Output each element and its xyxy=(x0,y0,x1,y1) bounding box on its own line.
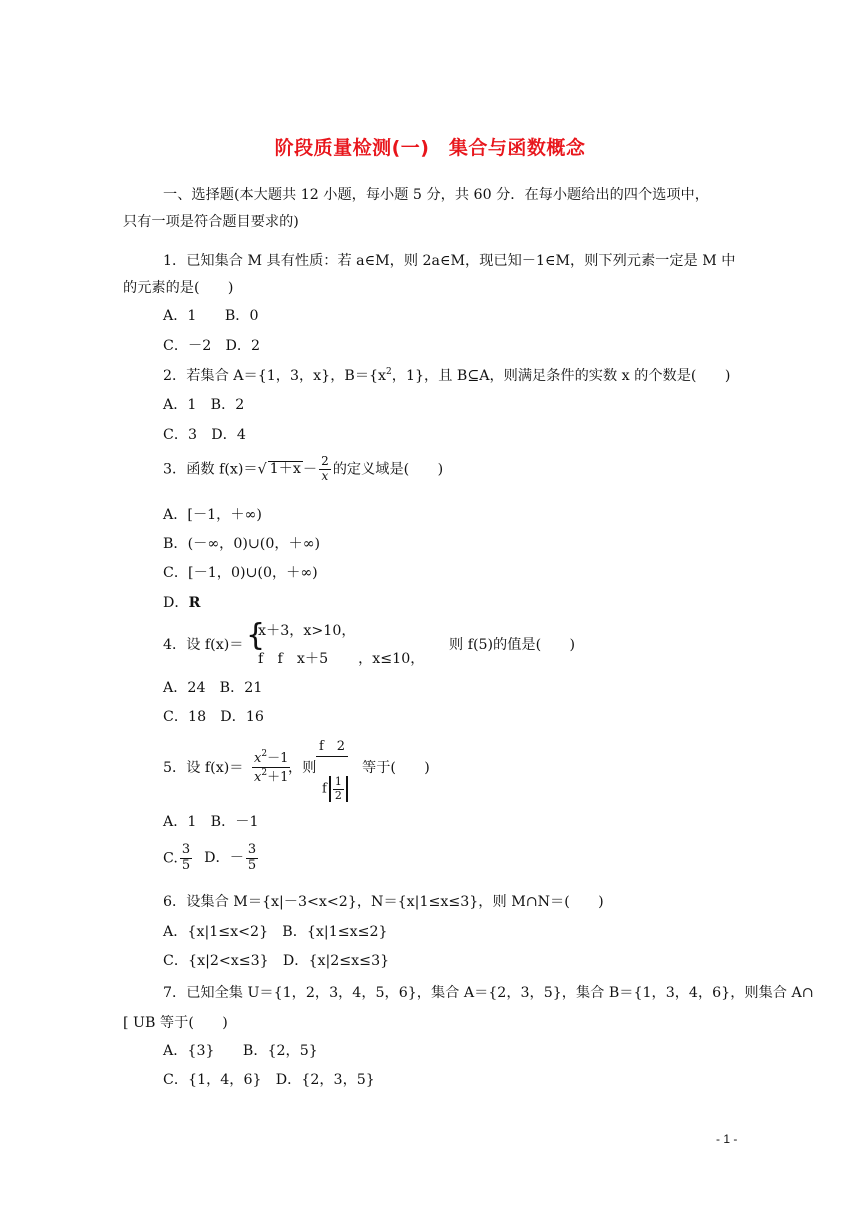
q4-case1: x＋3，x>10， xyxy=(258,623,356,639)
page-number: - 1 - xyxy=(716,1132,738,1146)
q5-options-cd xyxy=(163,843,260,874)
q5-bottom-num: 1 xyxy=(334,775,342,788)
q4-stem-post: 则 f(5)的值是( ) xyxy=(449,637,576,653)
q3-option-b: B．(－∞，0)∪(0，＋∞) xyxy=(163,536,321,552)
q1-stem-line1: 1．已知集合 M 具有性质：若 a∈M，则 2a∈M，现已知－1∈M，则下列元素一定是 M 中 xyxy=(163,253,736,269)
q5-option-c-den: 5 xyxy=(181,857,191,873)
q5-fx-den xyxy=(252,768,290,786)
q3-option-c: C．[－1，0)∪(0，＋∞) xyxy=(163,565,318,581)
q3-option-d-value: R xyxy=(188,595,201,611)
q6-stem: 6．设集合 M＝{x|－3<x<2}，N＝{x|1≤x≤3}，则 M∩N＝( ) xyxy=(163,894,604,910)
q3-option-d xyxy=(163,596,200,610)
q5-den-rest: ＋1 xyxy=(267,769,289,785)
q4-case2 xyxy=(258,652,424,666)
q5-num-x: x xyxy=(254,751,262,766)
q5-stem-mid: ，则 xyxy=(288,760,317,776)
q5-den-x: x xyxy=(254,769,262,785)
q7-stem-line2: [ UB 等于( ) xyxy=(123,1015,228,1031)
q5-den-sup: 2 xyxy=(261,767,268,778)
q2-stem-part-b: ，1}，且 B⊆A，则满足条件的实数 x 的个数是( ) xyxy=(391,368,731,384)
q2-stem-part-a: 2．若集合 A＝{1，3，x}，B＝{x xyxy=(163,368,387,384)
q7-options-cd: C．{1，4，6} D．{2，3，5} xyxy=(163,1072,375,1088)
q3-fraction xyxy=(319,455,331,484)
q3-radicand: 1＋x xyxy=(269,461,301,478)
q5-bottom-f: f xyxy=(322,781,327,797)
q1-options-ab: A．1 B．0 xyxy=(163,308,259,324)
q5-options-ab: A．1 B．－1 xyxy=(163,814,259,830)
q5-option-d-label: D．－ xyxy=(204,850,244,867)
q4-options-cd: C．18 D．16 xyxy=(163,709,264,725)
left-brace-icon: { xyxy=(246,618,266,653)
q7-stem-line1: 7．已知全集 U＝{1，2，3，4，5，6}，集合 A＝{2，3，5}，集合 B＝{1，3，4，6}，则集合 A∩ xyxy=(163,985,814,1001)
q3-option-d-label: D． xyxy=(163,595,189,611)
q5-fx-num xyxy=(252,749,290,768)
q6-options-ab: A．{x|1≤x<2} B．{x|1≤x≤2} xyxy=(163,924,388,940)
q5-option-d-fraction xyxy=(246,843,258,874)
q2-options-cd: C．3 D．4 xyxy=(163,427,246,443)
q5-fraction xyxy=(250,749,292,786)
q3-minus: － xyxy=(302,461,318,478)
q3-option-a: A．[－1，＋∞) xyxy=(163,507,262,523)
q5-stem-pre: 5．设 f(x)＝ xyxy=(163,760,244,776)
q6-options-cd: C．{x|2<x≤3} D．{x|2≤x≤3} xyxy=(163,953,390,969)
q3-fraction-den: x xyxy=(321,468,329,483)
q5-big-fraction-top: f 2 xyxy=(316,740,348,757)
q1-options-cd: C．－2 D．2 xyxy=(163,338,261,354)
q5-stem-post: 等于( ) xyxy=(362,760,430,776)
q5-bottom-fraction xyxy=(329,776,348,802)
q4-stem-pre: 4．设 f(x)＝ xyxy=(163,637,244,653)
q7-options-ab: A．{3} B．{2，5} xyxy=(163,1043,318,1059)
q1-stem-line2: 的元素的是( ) xyxy=(123,280,234,296)
q5-bottom-den: 2 xyxy=(334,788,342,802)
q5-option-d-den: 5 xyxy=(247,857,257,873)
q5-option-c-num: 3 xyxy=(181,842,191,857)
q4-case2-cond: ，x≤10， xyxy=(358,651,425,667)
q3-stem xyxy=(163,455,443,484)
q5-option-d-num: 3 xyxy=(247,842,257,857)
q5-num-rest: －1 xyxy=(267,751,289,766)
q3-stem-post: 的定义域是( ) xyxy=(332,461,444,478)
page-title: 阶段质量检测(一) 集合与函数概念 xyxy=(274,137,586,159)
q2-options-ab: A．1 B．2 xyxy=(163,397,245,413)
q3-stem-pre: 3．函数 f(x)＝ xyxy=(163,461,258,478)
q3-fraction-num: 2 xyxy=(321,454,329,468)
q4-options-ab: A．24 B．21 xyxy=(163,680,263,696)
sqrt-symbol: √ xyxy=(257,461,267,478)
section-instruction-line1: 一、选择题(本大题共 12 小题，每小题 5 分，共 60 分．在每小题给出的四个选项中， xyxy=(163,187,709,203)
section-instruction-line2: 只有一项是符合题目要求的) xyxy=(123,214,299,230)
q5-option-c-label: C. xyxy=(163,850,178,867)
q5-fx-fraction xyxy=(252,749,290,786)
q5-num-sup: 2 xyxy=(261,749,268,759)
q5-big-fraction-bottom xyxy=(322,776,350,802)
q2-superscript: 2 xyxy=(386,367,392,377)
q2-stem xyxy=(163,368,730,383)
q5-option-c-fraction xyxy=(180,843,192,874)
q4-case2-expr: f f x＋5 xyxy=(258,651,329,667)
